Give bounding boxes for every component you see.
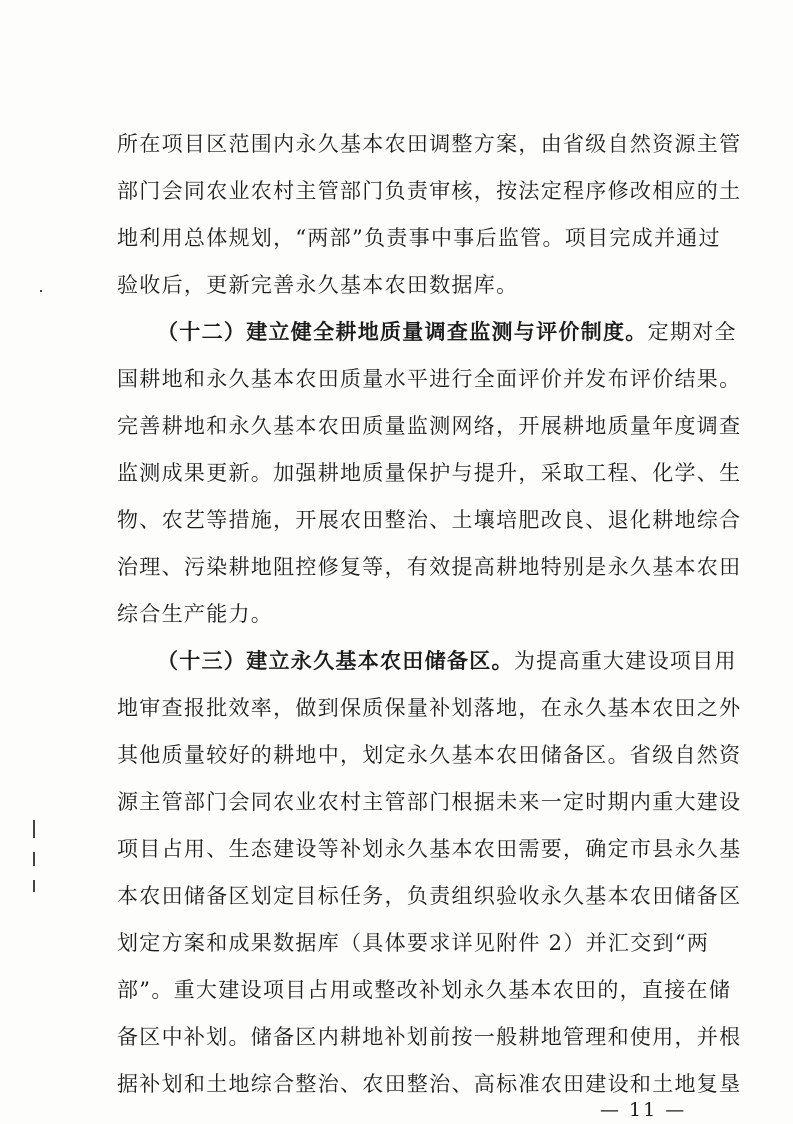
section-13-first-line-text: 为提高重大建设项目用	[513, 649, 737, 673]
section-12-line-2: 国耕地和永久基本农田质量水平进行全面评价并发布评价结果。	[117, 367, 742, 391]
section-13-line-3: 其他质量较好的耕地中，划定永久基本农田储备区。省级自然资	[117, 743, 742, 767]
section-13-line-9: 备区中补划。储备区内耕地补划前按一般耕地管理和使用，并根	[117, 1025, 742, 1049]
section-12-first-line	[157, 316, 737, 348]
section-13-line-10: 据补划和土地综合整治、农田整治、高标准农田建设和土地复垦	[117, 1072, 742, 1096]
section-13-heading: （十三）建立永久基本农田储备区。	[157, 648, 514, 673]
scan-mark	[33, 852, 35, 866]
section-12-heading: （十二）建立健全耕地质量调查监测与评价制度。	[157, 319, 648, 344]
paragraph-1-line-1: 所在项目区范围内永久基本农田调整方案，由省级自然资源主管	[117, 132, 742, 156]
section-12-line-7: 综合生产能力。	[117, 602, 274, 626]
scan-mark	[33, 820, 35, 838]
section-13-line-8: 部”。重大建设项目占用或整改补划永久基本农田的，直接在储	[117, 978, 732, 1002]
paragraph-1-line-3: 地利用总体规划，“两部”负责事中事后监管。项目完成并通过	[117, 226, 721, 250]
section-13-line-7: 划定方案和成果数据库（具体要求详见附件 2）并汇交到“两	[117, 931, 710, 955]
page-number: — 11 —	[600, 1099, 687, 1121]
section-12-line-5: 物、农艺等措施，开展农田整治、土壤培肥改良、退化耕地综合	[117, 508, 742, 532]
section-12-line-4: 监测成果更新。加强耕地质量保护与提升，采取工程、化学、生	[117, 461, 742, 485]
section-12-line-6: 治理、污染耕地阻控修复等，有效提高耕地特别是永久基本农田	[117, 555, 742, 579]
section-13-line-5: 项目占用、生态建设等补划永久基本农田需要，确定市县永久基	[117, 837, 742, 861]
paragraph-1-line-2: 部门会同农业农村主管部门负责审核，按法定程序修改相应的土	[117, 179, 742, 203]
paragraph-1-line-4: 验收后，更新完善永久基本农田数据库。	[117, 273, 519, 297]
section-12-line-3: 完善耕地和永久基本农田质量监测网络，开展耕地质量年度调查	[117, 414, 742, 438]
section-13-line-2: 地审查报批效率，做到保质保量补划落地，在永久基本农田之外	[117, 696, 742, 720]
section-13-line-4: 源主管部门会同农业农村主管部门根据未来一定时期内重大建设	[117, 790, 742, 814]
scan-mark	[40, 290, 42, 292]
section-13-line-6: 本农田储备区划定目标任务，负责组织验收永久基本农田储备区	[117, 884, 742, 908]
section-13-first-line	[157, 645, 737, 677]
section-12-first-line-text: 定期对全	[647, 320, 737, 344]
scan-mark	[33, 880, 35, 892]
